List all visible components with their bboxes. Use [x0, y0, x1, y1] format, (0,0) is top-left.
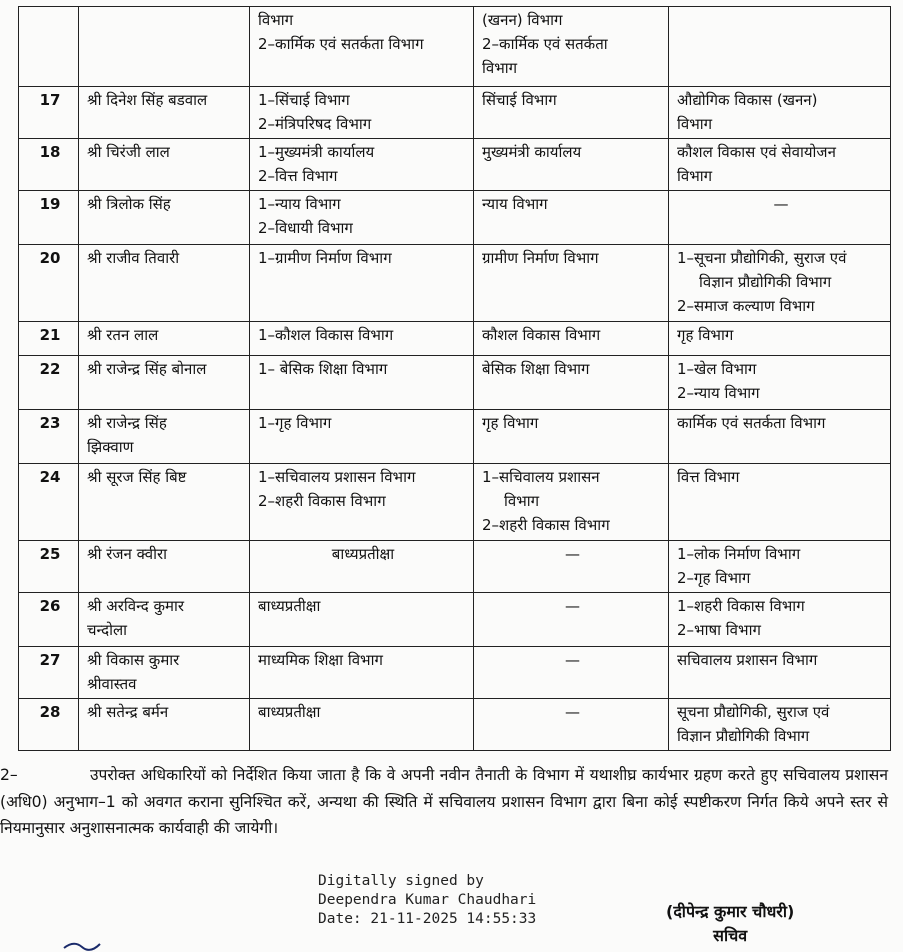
department-cell-col3: [250, 322, 474, 356]
cell-line: विभाग: [258, 11, 294, 29]
cell-line: 2–न्याय विभाग: [677, 384, 760, 402]
cell-line: 1–ग्रामीण निर्माण विभाग: [258, 249, 392, 267]
department-cell-col4: [474, 356, 669, 410]
department-cell-col4: [474, 139, 669, 191]
department-cell-col5: [669, 245, 891, 322]
department-cell-col4: [474, 7, 669, 87]
serial-number-cell: 21: [19, 322, 79, 356]
serial-number-cell: 17: [19, 87, 79, 139]
cell-line: श्री विकास कुमार: [87, 651, 180, 669]
cell-line: गृह विभाग: [677, 326, 734, 344]
cell-line: 2–गृह विभाग: [677, 569, 751, 587]
paragraph-number: 2–: [0, 766, 18, 784]
officer-name-cell: [79, 593, 250, 647]
department-cell-col3: [250, 7, 474, 87]
cell-line: विभाग: [482, 59, 518, 77]
officer-name-cell: [79, 245, 250, 322]
cell-line: 2–कार्मिक एवं सतर्कता: [482, 35, 608, 53]
paragraph-text: उपरोक्त अधिकारियों को निर्देशित किया जाता है कि वे अपनी नवीन तैनाती के विभाग में यथाशीघ्र कार्यभार ग्रहण करते हुए सचिवालय प्रशासन (अधि0) अनुभाग–1 को अवगत कराना सुनिश्चित करें, अन्यथा की स्थिति में सचिवालय प्रशासन विभाग द्वारा बिना कोई स्पष्टीकरण निर्गत किये अपने स्तर से नियमानुसार अनुशासनात्मक कार्यवाही की जायेगी।: [0, 766, 888, 837]
officer-name-cell: [79, 191, 250, 245]
cell-line: 1–खेल विभाग: [677, 360, 757, 378]
serial-number-cell: 25: [19, 541, 79, 593]
cell-line: 2–मंत्रिपरिषद विभाग: [258, 115, 372, 133]
department-cell-col3: [250, 541, 474, 593]
cell-line: ग्रामीण निर्माण विभाग: [482, 249, 599, 267]
cell-line: बाध्यप्रतीक्षा: [258, 703, 321, 721]
department-cell-col5: [669, 410, 891, 464]
cell-line: 2–शहरी विकास विभाग: [258, 492, 386, 510]
signature-line-1: Digitally signed by: [318, 873, 484, 889]
department-cell-col4: [474, 593, 669, 647]
cell-line: औद्योगिक विकास (खनन): [677, 91, 818, 109]
department-cell-col3: [250, 245, 474, 322]
cell-line: श्रीवास्तव: [87, 675, 137, 693]
cell-line: बाध्यप्रतीक्षा: [258, 597, 321, 615]
table-row: [19, 7, 891, 87]
department-cell-col5: [669, 464, 891, 541]
cell-line: 2–विधायी विभाग: [258, 219, 353, 237]
officer-name-cell: [79, 410, 250, 464]
cell-line: न्याय विभाग: [482, 195, 548, 213]
table-row: [19, 191, 891, 245]
cell-line: बाध्यप्रतीक्षा: [331, 545, 395, 563]
cell-line: —: [565, 703, 580, 721]
cell-line: श्री राजेन्द्र सिंह बोनाल: [87, 360, 207, 378]
table-row: [19, 699, 891, 751]
department-cell-col4: [474, 191, 669, 245]
cell-line: सिंचाई विभाग: [482, 91, 557, 109]
cell-line: —: [565, 651, 580, 669]
table-row: [19, 356, 891, 410]
cell-line: 1– बेसिक शिक्षा विभाग: [258, 360, 388, 378]
cell-line: 2–वित्त विभाग: [258, 167, 338, 185]
serial-number-cell: [19, 7, 79, 87]
department-cell-col4: [474, 464, 669, 541]
department-cell-col5: [669, 699, 891, 751]
department-cell-col5: [669, 322, 891, 356]
serial-number-cell: 23: [19, 410, 79, 464]
department-cell-col3: [250, 356, 474, 410]
serial-number-cell: 19: [19, 191, 79, 245]
instruction-paragraph: [0, 762, 888, 842]
cell-line: 1–सिंचाई विभाग: [258, 91, 350, 109]
cell-line: वित्त विभाग: [677, 468, 740, 486]
serial-number-cell: 22: [19, 356, 79, 410]
cell-line: कौशल विकास विभाग: [482, 326, 601, 344]
cell-line: —: [565, 545, 580, 563]
cell-line: श्री रंजन क्वीरा: [87, 545, 168, 563]
department-cell-col5: [669, 356, 891, 410]
department-cell-col3: [250, 191, 474, 245]
cell-line: —: [565, 597, 580, 615]
table-row: [19, 245, 891, 322]
department-cell-col5: [669, 87, 891, 139]
department-cell-col5: [669, 647, 891, 699]
cell-line: विज्ञान प्रौद्योगिकी विभाग: [677, 727, 810, 745]
serial-number-cell: 28: [19, 699, 79, 751]
signer-designation: सचिव: [713, 926, 748, 945]
cell-line: सूचना प्रौद्योगिकी, सुराज एवं: [677, 703, 830, 721]
department-cell-col4: [474, 322, 669, 356]
cell-line: श्री सतेन्द्र बर्मन: [87, 703, 169, 721]
cell-line: 2–भाषा विभाग: [677, 621, 761, 639]
digital-signature-block: [318, 872, 536, 929]
department-cell-col4: [474, 647, 669, 699]
cell-line: चन्दोला: [87, 621, 128, 639]
department-cell-col4: [474, 87, 669, 139]
department-cell-col3: [250, 464, 474, 541]
cell-line: 1–सचिवालय प्रशासन: [482, 468, 600, 486]
serial-number-cell: 20: [19, 245, 79, 322]
department-cell-col5: [669, 593, 891, 647]
department-cell-col3: [250, 647, 474, 699]
cell-line: 2–समाज कल्याण विभाग: [677, 297, 815, 315]
signer-name: (दीपेन्द्र कुमार चौधरी): [666, 902, 795, 921]
department-cell-col5: [669, 191, 891, 245]
cell-line: 1–मुख्यमंत्री कार्यालय: [258, 143, 375, 161]
table-row: [19, 87, 891, 139]
cell-line: 2–कार्मिक एवं सतर्कता विभाग: [258, 35, 424, 53]
cell-line: विभाग: [504, 492, 540, 510]
officer-transfer-table: [18, 6, 891, 751]
signature-line-3: Date: 21-11-2025 14:55:33: [318, 911, 537, 927]
serial-number-cell: 26: [19, 593, 79, 647]
table-row: [19, 464, 891, 541]
cell-line: श्री त्रिलोक सिंह: [87, 195, 171, 213]
cell-line: विभाग: [677, 115, 713, 133]
table-row: [19, 139, 891, 191]
officer-name-cell: [79, 7, 250, 87]
officer-name-cell: [79, 322, 250, 356]
serial-number-cell: 27: [19, 647, 79, 699]
cell-line: झिक्वाण: [87, 438, 134, 456]
department-cell-col3: [250, 87, 474, 139]
officer-name-cell: [79, 87, 250, 139]
table-row: [19, 647, 891, 699]
officer-name-cell: [79, 647, 250, 699]
cell-line: कार्मिक एवं सतर्कता विभाग: [677, 414, 826, 432]
cell-line: 1–सूचना प्रौद्योगिकी, सुराज एवं: [677, 249, 847, 267]
department-cell-col3: [250, 593, 474, 647]
cell-line: 1–लोक निर्माण विभाग: [677, 545, 801, 563]
signature-line-2: Deependra Kumar Chaudhari: [318, 892, 537, 908]
signer-block: [666, 900, 794, 948]
serial-number-cell: 24: [19, 464, 79, 541]
officer-name-cell: [79, 139, 250, 191]
cell-line: (खनन) विभाग: [482, 11, 563, 29]
officer-name-cell: [79, 541, 250, 593]
cell-line: सचिवालय प्रशासन विभाग: [677, 651, 818, 669]
cell-line: बेसिक शिक्षा विभाग: [482, 360, 590, 378]
table-row: [19, 593, 891, 647]
cell-line: विज्ञान प्रौद्योगिकी विभाग: [699, 273, 832, 291]
cell-line: कौशल विकास एवं सेवायोजन: [677, 143, 836, 161]
cell-line: गृह विभाग: [482, 414, 539, 432]
officer-name-cell: [79, 464, 250, 541]
cell-line: श्री सूरज सिंह बिष्ट: [87, 468, 187, 486]
cell-line: मुख्यमंत्री कार्यालय: [482, 143, 582, 161]
officer-name-cell: [79, 356, 250, 410]
department-cell-col5: [669, 7, 891, 87]
department-cell-col4: [474, 541, 669, 593]
cell-line: श्री दिनेश सिंह बडवाल: [87, 91, 208, 109]
cell-line: श्री अरविन्द कुमार: [87, 597, 184, 615]
department-cell-col5: [669, 139, 891, 191]
serial-number-cell: 18: [19, 139, 79, 191]
table-row: [19, 322, 891, 356]
department-cell-col4: [474, 245, 669, 322]
cell-line: श्री चिरंजी लाल: [87, 143, 170, 161]
cell-line: विभाग: [677, 167, 713, 185]
department-cell-col4: [474, 699, 669, 751]
table-row: [19, 541, 891, 593]
department-cell-col3: [250, 699, 474, 751]
cell-line: 1–कौशल विकास विभाग: [258, 326, 394, 344]
cell-line: श्री राजीव तिवारी: [87, 249, 180, 267]
department-cell-col4: [474, 410, 669, 464]
cell-line: 1–गृह विभाग: [258, 414, 332, 432]
cell-line: 1–सचिवालय प्रशासन विभाग: [258, 468, 416, 486]
department-cell-col3: [250, 410, 474, 464]
cell-line: श्री रतन लाल: [87, 326, 159, 344]
department-cell-col3: [250, 139, 474, 191]
cell-line: 1–न्याय विभाग: [258, 195, 341, 213]
cell-line: माध्यमिक शिक्षा विभाग: [258, 651, 383, 669]
cell-line: —: [773, 195, 789, 213]
cell-line: श्री राजेन्द्र सिंह: [87, 414, 167, 432]
officer-name-cell: [79, 699, 250, 751]
table-row: [19, 410, 891, 464]
department-cell-col5: [669, 541, 891, 593]
cell-line: 1–शहरी विकास विभाग: [677, 597, 805, 615]
cell-line: 2–शहरी विकास विभाग: [482, 516, 610, 534]
